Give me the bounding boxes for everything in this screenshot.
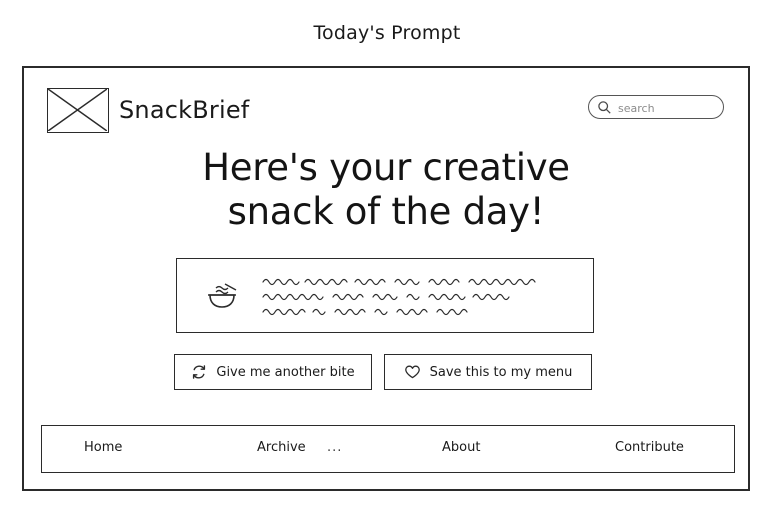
headline <box>24 146 748 234</box>
page-title: Today's Prompt <box>313 22 461 44</box>
nav-item-home[interactable]: Home <box>84 440 123 455</box>
search-icon <box>597 100 612 115</box>
save-to-menu-button[interactable] <box>384 354 592 390</box>
footer-nav <box>41 425 735 473</box>
headline-line-2: snack of the day! <box>227 190 545 233</box>
save-to-menu-label: Save this to my menu <box>429 364 573 380</box>
brand-name: SnackBrief <box>119 96 250 124</box>
noodle-bowl-icon <box>205 281 239 311</box>
placeholder-text-lines <box>261 273 571 323</box>
heart-icon <box>404 364 421 380</box>
nav-item-about[interactable]: About <box>442 440 481 455</box>
give-another-bite-label: Give me another bite <box>216 364 355 380</box>
nav-item-archive[interactable]: Archive <box>257 440 306 455</box>
app-header <box>24 68 748 140</box>
image-placeholder-icon <box>47 88 109 133</box>
search-input[interactable] <box>616 96 720 120</box>
headline-line-1: Here's your creative <box>202 146 570 189</box>
nav-item-more[interactable]: ... <box>327 440 343 455</box>
refresh-icon <box>191 364 207 380</box>
nav-item-contribute[interactable]: Contribute <box>615 440 684 455</box>
search-box[interactable] <box>588 95 724 119</box>
prompt-card <box>176 258 594 333</box>
app-window <box>22 66 750 491</box>
give-another-bite-button[interactable] <box>174 354 372 390</box>
